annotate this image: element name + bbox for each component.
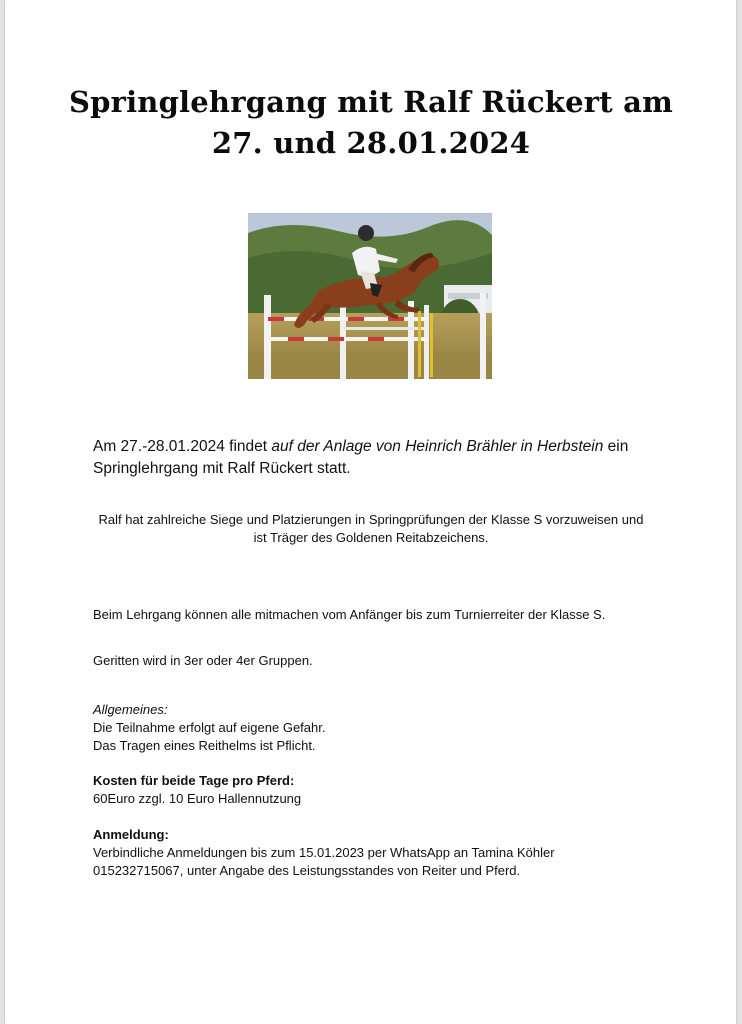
general-line-2: Das Tragen eines Reithelms ist Pflicht. (93, 738, 316, 753)
intro-venue: auf der Anlage von Heinrich Brähler in Herbstein (271, 438, 604, 455)
registration-line-2: 015232715067, unter Angabe des Leistungsstandes von Reiter und Pferd. (93, 863, 521, 878)
registration-line-1: Verbindliche Anmeldungen bis zum 15.01.2023 per WhatsApp an Tamina Köhler (93, 845, 555, 860)
costs-heading: Kosten für beide Tage pro Pferd: (93, 773, 295, 788)
intro-text-start: Am 27.-28.01.2024 findet (93, 438, 272, 455)
intro-paragraph (93, 436, 673, 480)
title-line-2: 27. und 28.01.2024 (211, 126, 531, 160)
title-line-1: Springlehrgang mit Ralf Rückert am (68, 85, 673, 119)
costs-text: 60Euro zzgl. 10 Euro Hallennutzung (93, 791, 302, 806)
page-title (0, 82, 742, 164)
registration-section (93, 826, 673, 880)
general-section (93, 701, 673, 755)
groups-text: Geritten wird in 3er oder 4er Gruppen. (93, 653, 313, 668)
intro-line-1 (93, 436, 673, 458)
trainer-info-line-1: Ralf hat zahlreiche Siege und Platzierungen in Springprüfungen der Klasse S vorzuweisen und (98, 512, 644, 527)
horse-jumping-photo (248, 213, 492, 379)
general-line-1: Die Teilnahme erfolgt auf eigene Gefahr. (93, 720, 326, 735)
general-heading: Allgemeines: (93, 702, 168, 717)
intro-line-2: Springlehrgang mit Ralf Rückert statt. (93, 460, 351, 477)
trainer-info (88, 511, 654, 547)
intro-text-end: ein (603, 438, 629, 455)
costs-section (93, 772, 673, 808)
registration-heading: Anmeldung: (93, 827, 169, 842)
participants-text: Beim Lehrgang können alle mitmachen vom Anfänger bis zum Turnierreiter der Klasse S. (93, 607, 606, 622)
trainer-info-line-2: ist Träger des Goldenen Reitabzeichens. (253, 530, 489, 545)
